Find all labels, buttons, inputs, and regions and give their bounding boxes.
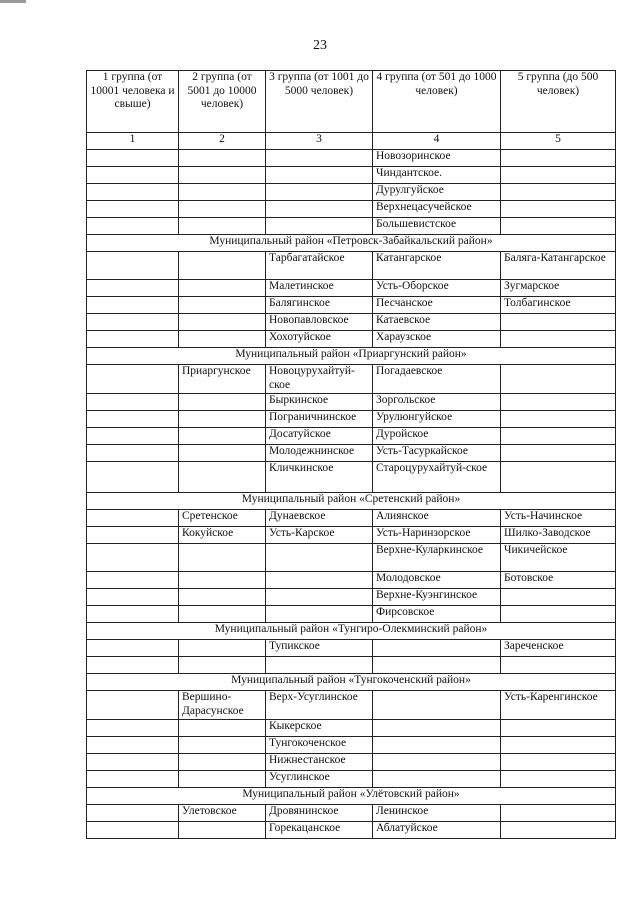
table-row <box>87 771 616 788</box>
table-row <box>87 640 616 657</box>
group-5-cell <box>501 589 616 606</box>
group-1-cell <box>87 314 179 331</box>
group-3-cell <box>266 544 373 572</box>
district-header-row <box>87 674 616 691</box>
group-5-cell <box>501 737 616 754</box>
table-row <box>87 822 616 839</box>
group-1-cell <box>87 657 179 674</box>
table-row <box>87 331 616 348</box>
group-5-cell <box>501 428 616 445</box>
table-row <box>87 428 616 445</box>
group-1-cell <box>87 822 179 839</box>
group-1-cell <box>87 462 179 493</box>
group-2-cell <box>179 544 266 572</box>
group-3-cell <box>266 201 373 218</box>
group-3-cell: Верх-Усуглинское <box>266 691 373 720</box>
group-1-cell <box>87 252 179 280</box>
group-2-cell <box>179 184 266 201</box>
table-row <box>87 445 616 462</box>
group-2-cell <box>179 462 266 493</box>
table-row <box>87 201 616 218</box>
group-3-cell: Новопавловское <box>266 314 373 331</box>
group-1-cell <box>87 754 179 771</box>
group-1-cell <box>87 331 179 348</box>
group-1-cell <box>87 572 179 589</box>
column-number: 1 <box>87 133 179 150</box>
group-4-cell: Ленинское <box>373 805 501 822</box>
group-4-cell <box>373 720 501 737</box>
group-3-cell: Малетинское <box>266 280 373 297</box>
group-4-cell: Усть-Тасуркайское <box>373 445 501 462</box>
table-body <box>87 150 616 839</box>
district-header-row <box>87 493 616 510</box>
group-3-cell: Балягинское <box>266 297 373 314</box>
group-4-cell: Верхнецасучейское <box>373 201 501 218</box>
group-2-cell: Вершино-Дарасунское <box>179 691 266 720</box>
group-5-cell <box>501 805 616 822</box>
group-3-cell: Быркинское <box>266 394 373 411</box>
group-3-cell: Кличкинское <box>266 462 373 493</box>
district-header-row <box>87 623 616 640</box>
district-header-row <box>87 788 616 805</box>
group-2-cell <box>179 822 266 839</box>
group-5-cell <box>501 167 616 184</box>
column-number-row <box>87 133 616 150</box>
group-3-cell: Новоцурухайтуй-ское <box>266 365 373 394</box>
group-1-cell <box>87 691 179 720</box>
district-title: Муниципальный район «Тунгиро-Олекминский район» <box>87 623 616 640</box>
group-5-cell <box>501 218 616 235</box>
district-title: Муниципальный район «Сретенский район» <box>87 493 616 510</box>
group-3-cell <box>266 589 373 606</box>
group-4-cell: Погадаевское <box>373 365 501 394</box>
group-2-cell <box>179 754 266 771</box>
group-1-cell <box>87 201 179 218</box>
group-3-cell <box>266 606 373 623</box>
group-5-cell <box>501 331 616 348</box>
group-1-header: 1 группа (от 10001 человека и свыше) <box>87 71 179 133</box>
table-row <box>87 218 616 235</box>
group-2-cell <box>179 280 266 297</box>
table-row <box>87 297 616 314</box>
group-4-cell <box>373 771 501 788</box>
table-row <box>87 737 616 754</box>
group-2-header: 2 группа (от 5001 до 10000 человек) <box>179 71 266 133</box>
group-2-cell <box>179 606 266 623</box>
group-1-cell <box>87 445 179 462</box>
group-2-cell <box>179 167 266 184</box>
group-1-cell <box>87 365 179 394</box>
group-3-cell <box>266 572 373 589</box>
group-1-cell <box>87 805 179 822</box>
group-3-header: 3 группа (от 1001 до 5000 человек) <box>266 71 373 133</box>
group-5-cell <box>501 720 616 737</box>
group-3-cell: Хохотуйское <box>266 331 373 348</box>
group-2-cell <box>179 640 266 657</box>
group-1-cell <box>87 167 179 184</box>
group-2-cell <box>179 572 266 589</box>
group-1-cell <box>87 184 179 201</box>
group-4-cell <box>373 640 501 657</box>
column-number: 3 <box>266 133 373 150</box>
district-title: Муниципальный район «Приаргунский район» <box>87 348 616 365</box>
table-row <box>87 691 616 720</box>
district-header-row <box>87 235 616 252</box>
group-2-cell <box>179 252 266 280</box>
group-2-cell <box>179 737 266 754</box>
group-5-cell: Баляга-Катангарское <box>501 252 616 280</box>
group-5-cell <box>501 184 616 201</box>
group-3-cell: Нижнестанское <box>266 754 373 771</box>
group-5-cell: Ботовское <box>501 572 616 589</box>
group-4-cell: Большевистское <box>373 218 501 235</box>
table-row <box>87 184 616 201</box>
group-5-cell <box>501 150 616 167</box>
table-row <box>87 657 616 674</box>
table-row <box>87 544 616 572</box>
table-row <box>87 314 616 331</box>
table-row <box>87 167 616 184</box>
group-1-cell <box>87 510 179 527</box>
group-5-cell <box>501 411 616 428</box>
header-row <box>87 71 616 133</box>
group-1-cell <box>87 428 179 445</box>
group-1-cell <box>87 527 179 544</box>
group-4-cell: Катаевское <box>373 314 501 331</box>
table-row <box>87 572 616 589</box>
table-row <box>87 252 616 280</box>
group-3-cell: Досатуйское <box>266 428 373 445</box>
district-title: Муниципальный район «Тунгокоченский район» <box>87 674 616 691</box>
group-4-cell: Молодовское <box>373 572 501 589</box>
group-3-cell: Кыкерское <box>266 720 373 737</box>
group-4-cell: Аблатуйское <box>373 822 501 839</box>
group-5-cell <box>501 365 616 394</box>
group-4-cell: Усть-Оборское <box>373 280 501 297</box>
group-3-cell <box>266 218 373 235</box>
group-2-cell <box>179 428 266 445</box>
group-1-cell <box>87 720 179 737</box>
group-3-cell <box>266 150 373 167</box>
settlement-groups-table <box>86 70 616 839</box>
group-1-cell <box>87 150 179 167</box>
group-1-cell <box>87 218 179 235</box>
group-4-cell <box>373 657 501 674</box>
group-3-cell: Пограничнинское <box>266 411 373 428</box>
group-2-cell <box>179 394 266 411</box>
group-5-cell <box>501 201 616 218</box>
group-2-cell <box>179 589 266 606</box>
group-4-cell: Староцурухайтуй-ское <box>373 462 501 493</box>
group-5-cell <box>501 606 616 623</box>
group-3-cell <box>266 657 373 674</box>
group-4-cell: Новозоринское <box>373 150 501 167</box>
group-3-cell: Горекацанское <box>266 822 373 839</box>
group-1-cell <box>87 411 179 428</box>
table-row <box>87 411 616 428</box>
group-2-cell <box>179 218 266 235</box>
group-1-cell <box>87 606 179 623</box>
group-5-cell: Усть-Каренгинское <box>501 691 616 720</box>
group-1-cell <box>87 771 179 788</box>
group-1-cell <box>87 297 179 314</box>
group-5-cell <box>501 754 616 771</box>
group-2-cell <box>179 314 266 331</box>
group-4-cell: Дуройское <box>373 428 501 445</box>
group-5-cell: Чикичейское <box>501 544 616 572</box>
group-4-cell: Чиндантское. <box>373 167 501 184</box>
group-1-cell <box>87 394 179 411</box>
table-row <box>87 527 616 544</box>
column-number: 5 <box>501 133 616 150</box>
table-row <box>87 280 616 297</box>
group-3-cell: Тарбагатайское <box>266 252 373 280</box>
scan-corner-mark <box>0 0 26 3</box>
table-row <box>87 720 616 737</box>
group-3-cell: Тупикское <box>266 640 373 657</box>
group-1-cell <box>87 640 179 657</box>
table-row <box>87 805 616 822</box>
group-2-cell <box>179 445 266 462</box>
group-5-cell: Зареченское <box>501 640 616 657</box>
group-4-cell: Хараузское <box>373 331 501 348</box>
table-row <box>87 589 616 606</box>
page-number: 23 <box>313 38 327 53</box>
group-3-cell <box>266 184 373 201</box>
group-5-cell: Шилко-Заводское <box>501 527 616 544</box>
group-4-cell: Усть-Наринзорское <box>373 527 501 544</box>
group-2-cell: Приаргунское <box>179 365 266 394</box>
group-5-cell <box>501 314 616 331</box>
group-1-cell <box>87 589 179 606</box>
group-3-cell: Молодежнинское <box>266 445 373 462</box>
group-4-cell <box>373 691 501 720</box>
group-2-cell <box>179 657 266 674</box>
group-2-cell: Сретенское <box>179 510 266 527</box>
group-2-cell <box>179 297 266 314</box>
group-3-cell: Усть-Карское <box>266 527 373 544</box>
group-1-cell <box>87 280 179 297</box>
group-2-cell <box>179 771 266 788</box>
table-row <box>87 394 616 411</box>
group-2-cell <box>179 331 266 348</box>
group-4-header: 4 группа (от 501 до 1000 человек) <box>373 71 501 133</box>
group-1-cell <box>87 737 179 754</box>
group-3-cell: Тунгокоченское <box>266 737 373 754</box>
table-row <box>87 606 616 623</box>
table-row <box>87 754 616 771</box>
group-2-cell <box>179 201 266 218</box>
group-2-cell: Улетовское <box>179 805 266 822</box>
group-5-header: 5 группа (до 500 человек) <box>501 71 616 133</box>
group-4-cell: Верхне-Куларкинское <box>373 544 501 572</box>
group-5-cell: Зугмарское <box>501 280 616 297</box>
group-5-cell: Толбагинское <box>501 297 616 314</box>
group-4-cell <box>373 754 501 771</box>
group-2-cell <box>179 720 266 737</box>
column-number: 2 <box>179 133 266 150</box>
group-3-cell: Дунаевское <box>266 510 373 527</box>
column-number: 4 <box>373 133 501 150</box>
group-5-cell <box>501 462 616 493</box>
group-2-cell: Кокуйское <box>179 527 266 544</box>
group-3-cell <box>266 167 373 184</box>
group-4-cell: Верхне-Куэнгинское <box>373 589 501 606</box>
group-5-cell <box>501 657 616 674</box>
group-5-cell <box>501 445 616 462</box>
group-5-cell <box>501 822 616 839</box>
group-2-cell <box>179 411 266 428</box>
group-4-cell: Алиянское <box>373 510 501 527</box>
district-title: Муниципальный район «Петровск-Забайкальский район» <box>87 235 616 252</box>
group-5-cell <box>501 394 616 411</box>
group-4-cell: Дурулгуйское <box>373 184 501 201</box>
group-4-cell: Урулюнгуйское <box>373 411 501 428</box>
group-1-cell <box>87 544 179 572</box>
group-5-cell: Усть-Начинское <box>501 510 616 527</box>
group-4-cell: Песчанское <box>373 297 501 314</box>
group-4-cell: Зоргольское <box>373 394 501 411</box>
table-row <box>87 150 616 167</box>
district-header-row <box>87 348 616 365</box>
group-3-cell: Усуглинское <box>266 771 373 788</box>
group-3-cell: Дровянинское <box>266 805 373 822</box>
table-row <box>87 462 616 493</box>
group-4-cell: Фирсовское <box>373 606 501 623</box>
table-row <box>87 365 616 394</box>
district-title: Муниципальный район «Улётовский район» <box>87 788 616 805</box>
group-2-cell <box>179 150 266 167</box>
group-4-cell: Катангарское <box>373 252 501 280</box>
table-row <box>87 510 616 527</box>
group-4-cell <box>373 737 501 754</box>
group-5-cell <box>501 771 616 788</box>
